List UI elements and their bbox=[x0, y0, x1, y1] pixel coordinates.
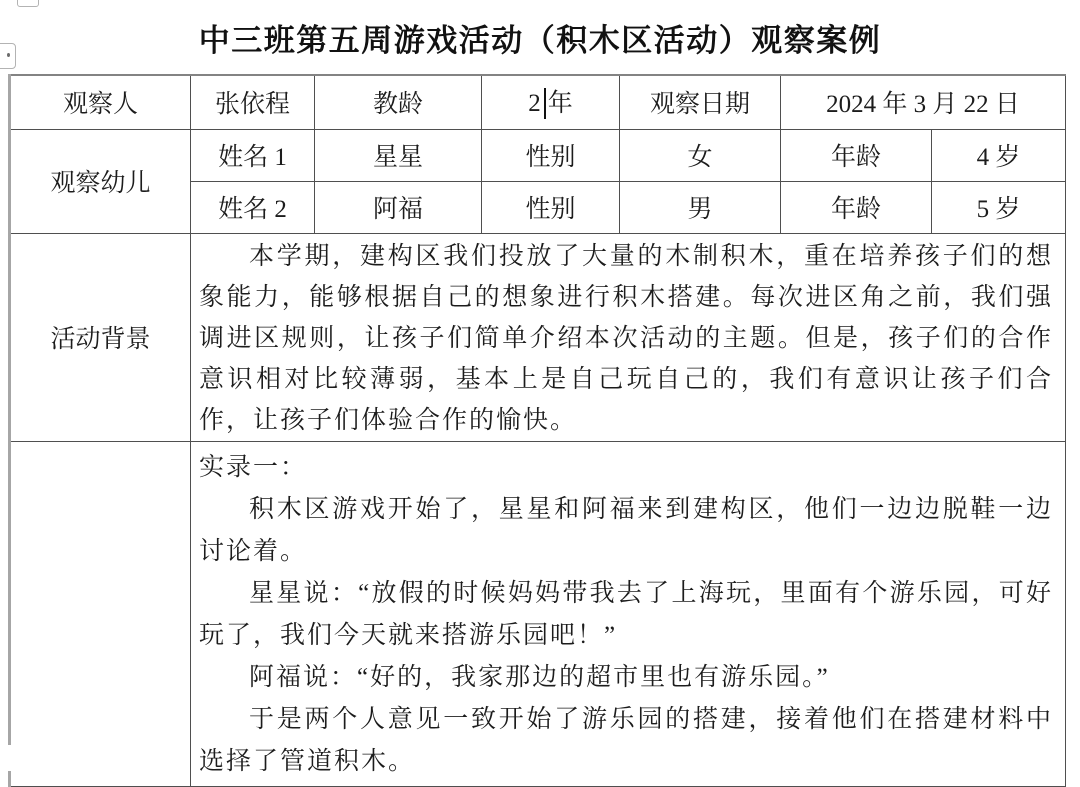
record-heading: 实录一： bbox=[199, 453, 308, 481]
record-paragraph: 积木区游戏开始了，星星和阿福来到建构区，他们一边边脱鞋一边讨论着。 bbox=[199, 495, 1054, 565]
left-border-cutoff bbox=[7, 745, 13, 771]
child2-age-cell[interactable]: 5 岁 bbox=[932, 181, 1066, 233]
clipped-toolbar-tab bbox=[17, 0, 39, 7]
table-row bbox=[10, 129, 1066, 181]
child2-gender-cell[interactable]: 男 bbox=[620, 181, 781, 233]
experience-before-caret: 2 bbox=[528, 90, 541, 118]
experience-after-caret: 年 bbox=[547, 90, 573, 118]
child2-age-label-cell[interactable]: 年龄 bbox=[781, 181, 932, 233]
table-row bbox=[10, 441, 1066, 786]
record-paragraph: 阿福说：“好的，我家那边的超市里也有游乐园。” bbox=[249, 663, 830, 691]
experience-value-cell[interactable] bbox=[482, 75, 620, 129]
child1-age-cell[interactable]: 4 岁 bbox=[932, 129, 1066, 181]
record-paragraph: 于是两个人意见一致开始了游乐园的搭建，接着他们在搭建材料中选择了管道积木。 bbox=[199, 705, 1054, 775]
child2-name-cell[interactable]: 阿福 bbox=[315, 181, 482, 233]
background-label-cell[interactable]: 活动背景 bbox=[10, 233, 191, 441]
record-label-cell[interactable] bbox=[10, 441, 191, 786]
child1-name-label-cell[interactable]: 姓名 1 bbox=[191, 129, 315, 181]
observer-label-cell[interactable]: 观察人 bbox=[10, 75, 191, 129]
table-row bbox=[10, 75, 1066, 129]
observation-table bbox=[8, 74, 1066, 787]
child1-age-label-cell[interactable]: 年龄 bbox=[781, 129, 932, 181]
document-title[interactable]: 中三班第五周游戏活动（积木区活动）观察案例 bbox=[198, 23, 882, 58]
text-cursor bbox=[544, 88, 546, 119]
child1-gender-label-cell[interactable]: 性别 bbox=[482, 129, 620, 181]
observer-name-cell[interactable]: 张依程 bbox=[191, 75, 315, 129]
background-paragraph: 本学期，建构区我们投放了大量的木制积木，重在培养孩子们的想象能力，能够根据自己的想象进行积木搭建。每次进区角之前，我们强调进区规则，让孩子们简单介绍本次活动的主题。但是，孩子们的合作意识相对比较薄弱，基本上是自己玩自己的，我们有意识让孩子们合作，让孩子们体验合作的愉快。 bbox=[199, 242, 1054, 434]
child2-gender-label-cell[interactable]: 性别 bbox=[482, 181, 620, 233]
children-label-cell[interactable]: 观察幼儿 bbox=[10, 129, 191, 233]
record-text-cell[interactable] bbox=[191, 441, 1066, 786]
child1-name-cell[interactable]: 星星 bbox=[315, 129, 482, 181]
table-row bbox=[10, 233, 1066, 441]
child2-name-label-cell[interactable]: 姓名 2 bbox=[191, 181, 315, 233]
background-text-cell[interactable] bbox=[191, 233, 1066, 441]
record-paragraph: 星星说：“放假的时候妈妈带我去了上海玩，里面有个游乐园，可好玩了，我们今天就来搭游乐园吧！” bbox=[199, 579, 1054, 649]
date-label-cell[interactable]: 观察日期 bbox=[620, 75, 781, 129]
child1-gender-cell[interactable]: 女 bbox=[620, 129, 781, 181]
experience-label-cell[interactable]: 教龄 bbox=[315, 75, 482, 129]
date-value-cell[interactable]: 2024 年 3 月 22 日 bbox=[781, 75, 1066, 129]
